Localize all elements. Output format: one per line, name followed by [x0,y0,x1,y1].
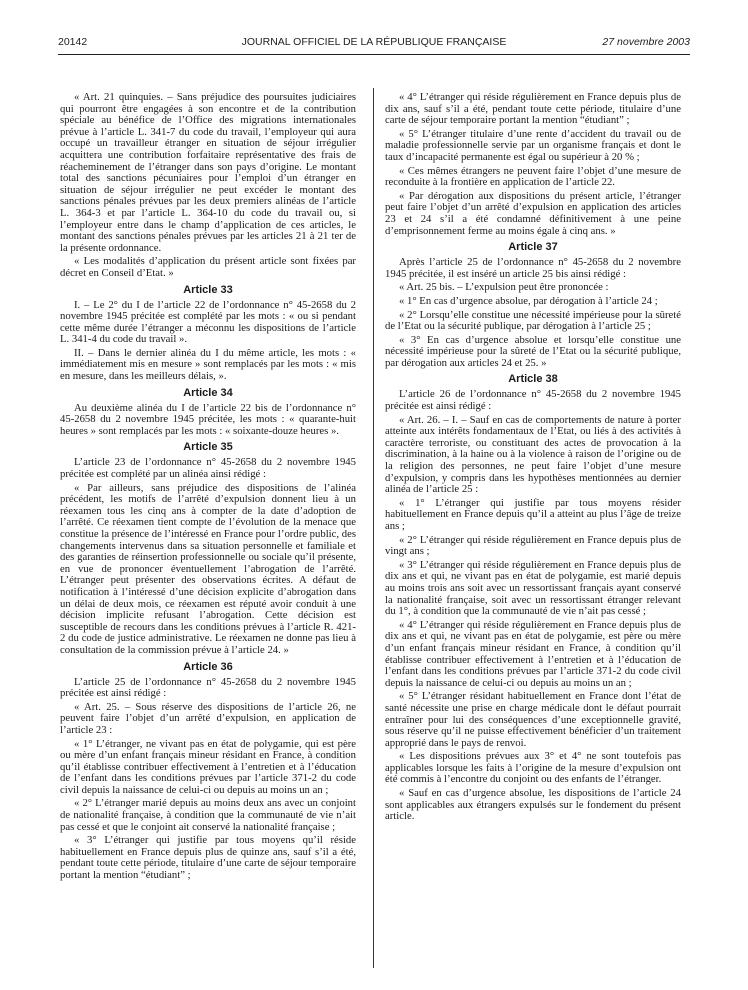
left-column [60,92,356,884]
publication-date: 27 novembre 2003 [602,36,690,48]
paragraph: « Par dérogation aux dispositions du présent article, l’étranger peut faire l’objet d’un arrêté d’expulsion en application des articles 23 et 24 s’il a été condamné définitivement à une peine d’emprisonnement ferme au moins égale à cinq ans. » [385,189,681,237]
paragraph: « Art. 25 bis. – L’expulsion peut être prononcée : [399,281,609,294]
paragraph: II. – Dans le dernier alinéa du I du même article, les mots : « immédiatement mis en mesure » sont remplacés par les mots : « mis en mesure, dans les meilleurs délais, ». [60,346,356,383]
paragraph: « 2° L’étranger qui réside régulièrement en France depuis plus de vingt ans ; [385,533,681,558]
paragraph: « 1° L’étranger qui justifie par tous moyens résider habituellement en France depuis qu’il a atteint au plus l’âge de treize ans ; [385,496,681,532]
paragraph: « Par ailleurs, sans préjudice des dispositions de l’alinéa précédent, les motifs de l’arrêté d’expulsion donnent lieu à un réexamen tous les cinq ans à compter de la date d’adoption de l’arrêté. Ce réexamen tient compte de l’évolution de la menace que constitue la présence de l’intéressé en France pour l’ordre public, des changements intervenus dans sa situation personnelle et familiale et des garanties de réinsertion professionnelle ou sociale qu’il présente, en vue de prononcer éventuellement l’abrogation de l’arrêté. L’étranger peut présenter des observations écrites. A défaut de notification à l’intéressé d’une décision explicite d’abrogation dans un délai de deux mois, ce réexamen est réputé avoir conduit à une décision implicite refusant l’abrogation. Cette décision est susceptible de recours dans les conditions prévues à l’article R. 421-2 du code de justice administrative. Le réexamen ne donne pas lieu à consultation de la commission prévue à l’article 24. » [60,481,356,656]
paragraph: « 3° L’étranger qui justifie par tous moyens qu’il réside habituellement en France depuis plus de quinze ans, sauf s’il a été, pendant toute cette période, titulaire d’une carte de séjour temporaire portant la mention “étudiant” ; [60,834,356,882]
article-heading: Article 36 [183,660,233,673]
paragraph: L’article 23 de l’ordonnance n° 45-2658 du 2 novembre 1945 précitée est complété par un alinéa ainsi rédigé : [60,456,356,481]
column-divider [373,88,374,968]
header-rule [58,54,690,55]
journal-title: JOURNAL OFFICIEL DE LA RÉPUBLIQUE FRANÇAISE [241,36,507,48]
paragraph: « Les dispositions prévues aux 3° et 4° ne sont toutefois pas applicables lorsque les faits à l’origine de la mesure d’expulsion ont été commis à l’encontre du conjoint ou des enfants de l’étranger. [385,750,681,786]
paragraph: Après l’article 25 de l’ordonnance n° 45-2658 du 2 novembre 1945 précitée, il est inséré un article 25 bis ainsi rédigé : [385,256,681,280]
paragraph: « Art. 21 quinquies. – Sans préjudice des poursuites judiciaires qui pourront être engagées à son encontre et de la contribution spéciale au bénéfice de l’Office des migrations internationales prévue à l’article L. 341-7 du code du travail, l’employeur qui aura occupé un travailleur étranger en situation de séjour irrégulier acquittera une contribution forfaitaire représentative des frais de réacheminement de l’étranger dans son pays d’origine. Le montant total des sanctions pécuniaires pour l’emploi d’un étranger en situation de séjour irrégulier ne peut excéder le montant des sanctions pénales prévues par les deux premiers alinéas de l’article L. 364-3 et par l’article L. 364-10 du code du travail ou, si l’employeur entre dans le champ d’application de ces articles, le montant des sanctions pénales prévues par les articles 21 à 21 ter de la présente ordonnance. [60,91,356,254]
paragraph: « Art. 25. – Sous réserve des dispositions de l’article 26, ne peuvent faire l’objet d’un arrêté d’expulsion, en application de l’article 23 : [60,700,356,736]
paragraph: « 5° L’étranger résidant habituellement en France dont l’état de santé nécessite une prise en charge médicale dont le défaut pourrait entraîner pour lui des conséquences d’une exceptionnelle gravité, sous réserve qu’il ne puisse effectivement bénéficier d’un traitement approprié dans le pays de renvoi. [385,690,681,749]
article-heading: Article 37 [508,241,558,254]
paragraph: « 3° En cas d’urgence absolue et lorsqu’elle constitue une nécessité impérieuse pour la sûreté de l’Etat ou la sécurité publique, par dérogation aux articles 24 et 25. » [385,333,681,369]
page-number: 20142 [58,36,88,48]
article-heading: Article 38 [508,373,558,386]
right-column [385,92,681,825]
paragraph: « 4° L’étranger qui réside régulièrement en France depuis plus de dix ans, sauf s’il a été, pendant toute cette période, titulaire d’une carte de séjour temporaire portant la mention “étudiant” ; [385,91,681,127]
paragraph: « 2° Lorsqu’elle constitue une nécessité impérieuse pour la sûreté de l’Etat ou la sécurité publique, par dérogation à l’article 25 ; [385,308,681,333]
paragraph: « 1° L’étranger, ne vivant pas en état de polygamie, qui est père ou mère d’un enfant français mineur résidant en France, à condition qu’il établisse contribuer effectivement à l’entretien et à l’éducation de l’enfant dans les conditions prévues par l’article 371-2 du code civil depuis la naissance de celui-ci ou depuis au moins un an ; [60,737,356,796]
article-heading: Article 35 [183,441,233,454]
page-header [58,36,690,52]
article-heading: Article 33 [183,283,233,296]
paragraph: « 4° L’étranger qui réside régulièrement en France depuis plus de dix ans et qui, ne vivant pas en état de polygamie, est père ou mère d’un enfant français mineur résidant en France, à condition qu’il établisse contribuer effectivement à l’entretien et à l’éducation de l’enfant dans les conditions prévues par l’article 371-2 du code civil depuis la naissance de celui-ci ou depuis au moins un an ; [385,618,681,689]
article-heading: Article 34 [183,386,233,399]
paragraph: « 5° L’étranger titulaire d’une rente d’accident du travail ou de maladie professionnelle servie par un organisme français et dont le taux d’incapacité permanente est égal ou supérieur à 20 % ; [385,127,681,163]
paragraph: « Art. 26. – I. – Sauf en cas de comportements de nature à porter atteinte aux intérêts fondamentaux de l’Etat, ou liés à des activités à caractère terroriste, ou constituant des actes de provocation à la discrimination, à la haine ou à la violence à raison de l’origine ou de la religion des personnes, ne peut faire l’objet d’une mesure d’expulsion, y compris dans les hypothèses mentionnées au dernier alinéa de l’article 25 : [385,413,681,496]
paragraph: « Les modalités d’application du présent article sont fixées par décret en Conseil d’Etat. » [60,255,356,279]
paragraph: « 1° En cas d’urgence absolue, par dérogation à l’article 24 ; [399,294,658,307]
paragraph: L’article 26 de l’ordonnance n° 45-2658 du 2 novembre 1945 précitée est ainsi rédigé : [385,388,681,413]
paragraph: « Sauf en cas d’urgence absolue, les dispositions de l’article 24 sont applicables aux étrangers expulsés sur le fondement du présent article. [385,787,681,823]
paragraph: L’article 25 de l’ordonnance n° 45-2658 du 2 novembre 1945 précitée est ainsi rédigé : [60,675,356,700]
paragraph: « 3° L’étranger qui réside régulièrement en France depuis plus de dix ans et qui, ne vivant pas en état de polygamie, est marié depuis au moins trois ans soit avec un ressortissant français ayant conservé la nationalité française, soit avec un ressortissant étranger relevant du 1°, à condition que la communauté de vie n’ait pas cessé ; [385,558,681,618]
paragraph: I. – Le 2° du I de l’article 22 de l’ordonnance n° 45-2658 du 2 novembre 1945 précitée est complété par les mots : « ou si pendant cette même durée l’étranger a méconnu les dispositions de l’article L. 341-4 du code du travail ». [60,298,356,346]
paragraph: « Ces mêmes étrangers ne peuvent faire l’objet d’une mesure de reconduite à la frontière en application de l’article 22. [385,164,681,189]
paragraph: « 2° L’étranger marié depuis au moins deux ans avec un conjoint de nationalité française, à condition que la communauté de vie n’ait pas cessé et que le conjoint ait conservé la nationalité française ; [60,797,356,833]
paragraph: Au deuxième alinéa du I de l’article 22 bis de l’ordonnance n° 45-2658 du 2 novembre 1945 précitée, les mots : « quarante-huit heures » sont remplacés par les mots : « soixante-douze heures ». [60,401,356,437]
